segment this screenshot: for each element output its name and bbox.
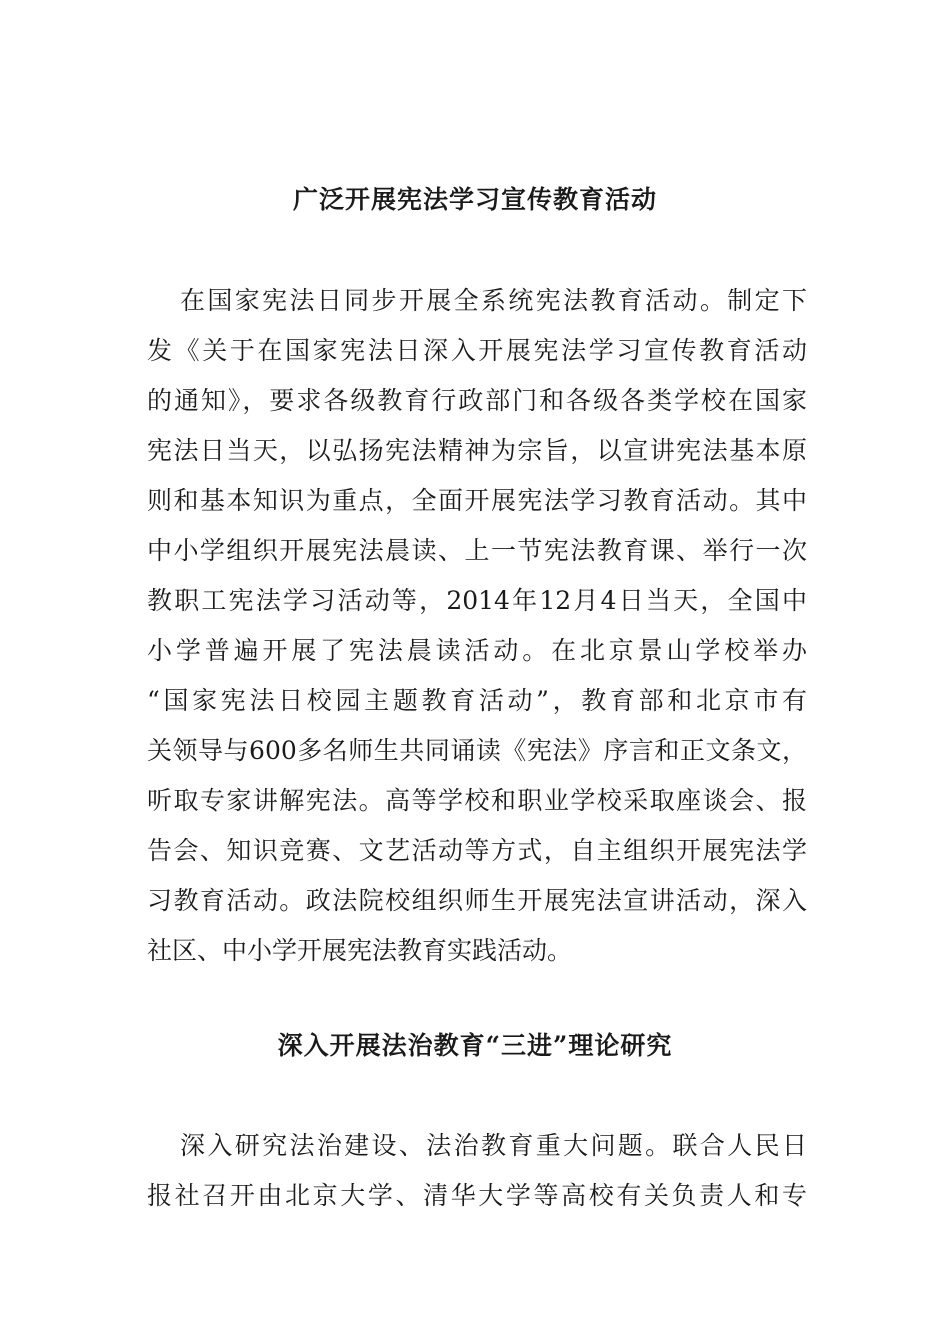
paragraph-line: 深入研究法治建设、法治教育重大问题。联合人民日: [180, 1131, 807, 1160]
paragraph-line: 听取专家讲解宪法。高等学校和职业学校采取座谈会、报: [147, 786, 807, 815]
section-title: 广泛开展宪法学习宣传教育活动: [292, 185, 657, 214]
paragraph-line: 发《关于在国家宪法日深入开展宪法学习宣传教育活动: [147, 336, 807, 365]
paragraph-line: 的通知》，要求各级教育行政部门和各级各类学校在国家: [147, 386, 807, 415]
paragraph-line: 告会、知识竞赛、文艺活动等方式，自主组织开展宪法学: [147, 836, 807, 865]
paragraph-line: 关领导与600多名师生共同诵读《宪法》序言和正文条文，: [147, 736, 807, 765]
paragraph-line: 宪法日当天，以弘扬宪法精神为宗旨，以宣讲宪法基本原: [147, 436, 807, 465]
paragraph-line: 则和基本知识为重点，全面开展宪法学习教育活动。其中: [147, 486, 807, 515]
paragraph-line: 教职工宪法学习活动等，2014年12月4日当天，全国中: [147, 586, 807, 615]
paragraph-line: 习教育活动。政法院校组织师生开展宪法宣讲活动，深入: [147, 886, 807, 915]
paragraph-line: “国家宪法日校园主题教育活动”，教育部和北京市有: [147, 686, 807, 715]
paragraph-line: 报社召开由北京大学、清华大学等高校有关负责人和专: [147, 1181, 807, 1210]
paragraph-line: 社区、中小学开展宪法教育实践活动。: [147, 936, 573, 965]
paragraph-line: 中小学组织开展宪法晨读、上一节宪法教育课、举行一次: [147, 536, 807, 565]
section-title: 深入开展法治教育“三进”理论研究: [277, 1031, 673, 1060]
paragraph-line: 小学普遍开展了宪法晨读活动。在北京景山学校举办: [147, 636, 807, 665]
paragraph-line: 在国家宪法日同步开展全系统宪法教育活动。制定下: [180, 286, 807, 315]
